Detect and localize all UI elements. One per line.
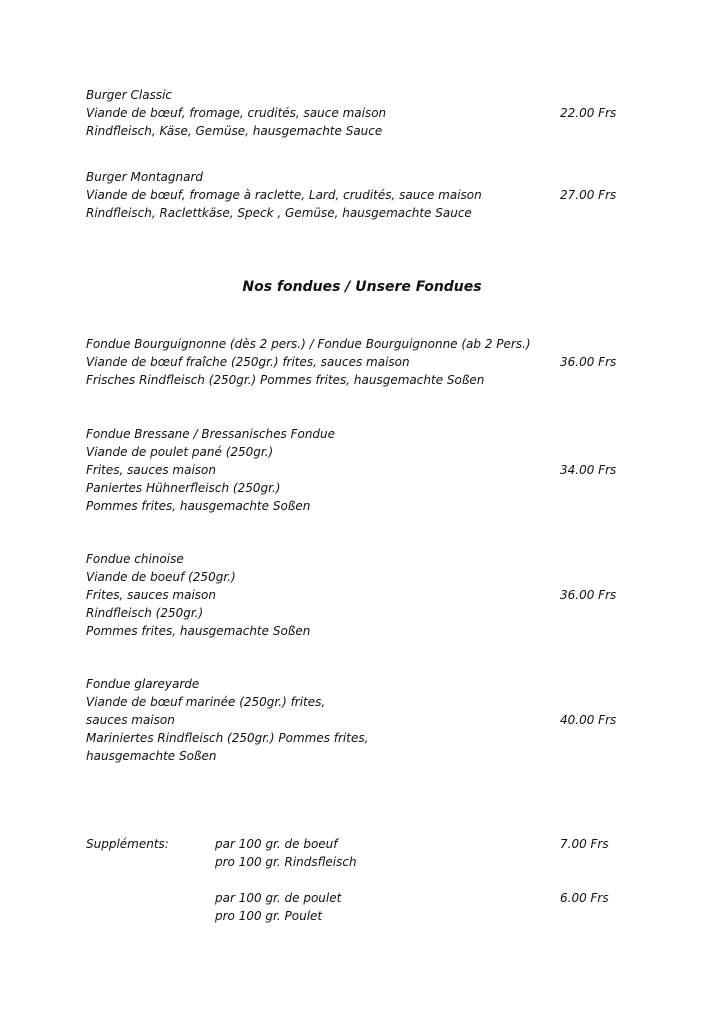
item-title: Fondue chinoise	[86, 552, 184, 566]
item-title: Fondue glareyarde	[86, 677, 200, 691]
price-burger-montagnard: 27.00 Frs	[560, 188, 617, 202]
price-fondue-bressane: 34.00 Frs	[560, 463, 617, 477]
item-description-de: Rindfleisch, Käse, Gemüse, hausgemachte Sauce	[86, 124, 383, 138]
item-description-line: Pommes frites, hausgemachte Soßen	[86, 624, 311, 638]
item-description-line: Viande de boeuf (250gr.)	[86, 570, 236, 584]
item-description-line: sauces maison	[86, 713, 175, 727]
item-description-line: Viande de bœuf marinée (250gr.) frites,	[86, 695, 326, 709]
price-fondue-chinoise: 36.00 Frs	[560, 588, 617, 602]
item-description-line: Pommes frites, hausgemachte Soßen	[86, 499, 311, 513]
item-title: Fondue Bressane / Bressanisches Fondue	[86, 427, 336, 441]
item-title: Fondue Bourguignonne (dès 2 pers.) / Fondue Bourguignonne (ab 2 Pers.)	[86, 337, 531, 351]
item-description-de: Rindfleisch, Raclettkäse, Speck , Gemüse, hausgemachte Sauce	[86, 206, 472, 220]
supplement-chicken-fr: par 100 gr. de poulet	[215, 891, 342, 905]
supplements-label: Suppléments:	[86, 837, 169, 851]
item-description-line: Frites, sauces maison	[86, 588, 216, 602]
section-title-fondues: Nos fondues / Unsere Fondues	[242, 279, 482, 295]
item-description-line: hausgemachte Soßen	[86, 749, 217, 763]
item-description-line: Viande de poulet pané (250gr.)	[86, 445, 274, 459]
item-description-line: Rindfleisch (250gr.)	[86, 606, 204, 620]
item-description-line: Mariniertes Rindfleisch (250gr.) Pommes frites,	[86, 731, 369, 745]
item-description-line: Paniertes Hühnerfleisch (250gr.)	[86, 481, 281, 495]
item-title: Burger Montagnard	[86, 170, 204, 184]
price-burger-classic: 22.00 Frs	[560, 106, 617, 120]
item-description-fr: Viande de bœuf, fromage à raclette, Lard, crudités, sauce maison	[86, 188, 482, 202]
item-description-de: Frisches Rindfleisch (250gr.) Pommes frites, hausgemachte Soßen	[86, 373, 485, 387]
item-description-fr: Viande de bœuf fraîche (250gr.) frites, sauces maison	[86, 355, 410, 369]
item-description-line: Frites, sauces maison	[86, 463, 216, 477]
supplement-chicken-de: pro 100 gr. Poulet	[215, 909, 323, 923]
item-description-fr: Viande de bœuf, fromage, crudités, sauce maison	[86, 106, 387, 120]
price-fondue-glareyarde: 40.00 Frs	[560, 713, 617, 727]
price-fondue-bourguignonne: 36.00 Frs	[560, 355, 617, 369]
price-supplement-chicken: 6.00 Frs	[560, 891, 609, 905]
supplement-beef-fr: par 100 gr. de boeuf	[215, 837, 338, 851]
item-title: Burger Classic	[86, 88, 173, 102]
price-supplement-beef: 7.00 Frs	[560, 837, 609, 851]
supplement-beef-de: pro 100 gr. Rindsfleisch	[215, 855, 357, 869]
